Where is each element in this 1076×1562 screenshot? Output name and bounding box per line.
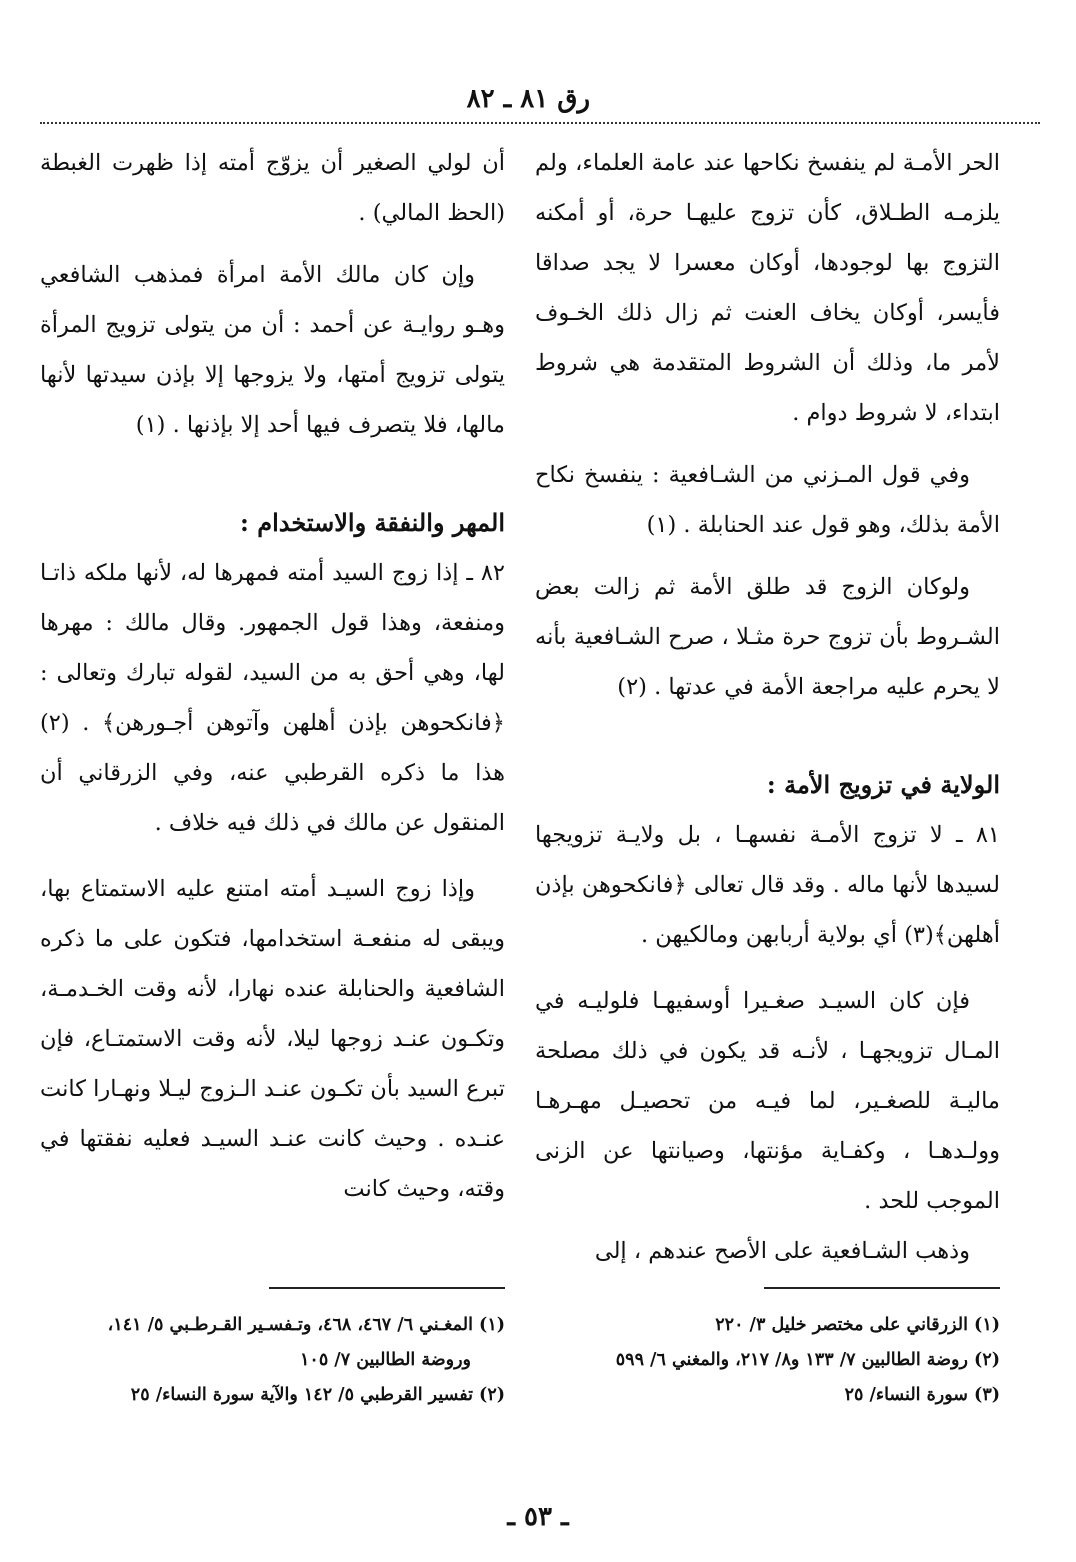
section-heading-dowry: المهر والنفقة والاستخدام : <box>240 508 505 537</box>
paragraph: ٨٢ ـ إذا زوج السيد أمته فمهرها له، لأنها ملكه ذاتـا ومنفعة، وهذا قول الجمهور. وقال مالك : مهرها لها، وهي أحق به من السيد، لقوله تبارك وتعالى : ﴿فانكحوهن بإذن أهلهن وآتوهن أجـورهن﴾ . (٢) هذا ما ذكره القرطبي عنه، وفي الزرقاني أن المنقول عن مالك في ذلك فيه خلاف . <box>40 560 505 836</box>
section-heading-guardianship: الولاية في تزويج الأمة : <box>766 770 1000 799</box>
footnote-separator-left <box>269 1287 505 1289</box>
footnote-separator-right <box>764 1287 1000 1289</box>
footnote: (٢) روضة الطالبين ٧/ ١٣٣ و٨/ ٢١٧، والمغني ٦/ ٥٩٩ <box>615 1350 1000 1370</box>
footnotes-left <box>40 1308 505 1413</box>
page-number: ـ ٥٣ ـ <box>507 1502 569 1532</box>
header-dotted-rule <box>40 122 1040 124</box>
footnote: (١) المغـني ٦/ ٤٦٧، ٤٦٨، وتـفسـير القـرطـبي ٥/ ١٤١، <box>107 1315 505 1335</box>
footnote: (٢) تفسير القرطبي ٥/ ١٤٢ والآية سورة النساء/ ٢٥ <box>130 1385 505 1405</box>
running-header <box>40 82 1040 122</box>
paragraph: وذهب الشـافعية على الأصح عندهم ، إلى <box>594 1238 970 1264</box>
paragraph: فإن كان السيـد صغـيرا أوسفيهـا فلوليـه في المـال تزويجهـا ، لأنـه قد يكون في ذلك مصلحة ماليـة للصغـير، لما فيـه من تحصيـل مهـرهـا وولـدهـا ، وكفـاية مؤنتها، وصيانتها عن الزنى الموجب للحد . <box>535 988 1000 1214</box>
paragraph: ٨١ ـ لا تزوج الأمـة نفسهـا ، بل ولايـة تزويجها لسيدها لأنها ماله . وقد قال تعالى ﴿فانكحوهن بإذن أهلهن﴾(٣) أي بولاية أربابهن ومالكيهن . <box>535 822 1000 948</box>
paragraph: الحر الأمـة لم ينفسخ نكاحها عند عامة العلماء، ولم يلزمـه الطـلاق، كأن تزوج عليهـا حرة، أو أمكنه التزوج بها لوجودها، أوكان معسرا لا يجد صداقا فأيسر، أوكان يخاف العنت ثم زال ذلك الخـوف لأمر ما، وذلك أن الشروط المتقدمة هي شروط ابتداء، لا شروط دوام . <box>535 150 1000 426</box>
paragraph: وإن كان مالك الأمة امرأة فمذهب الشافعي وهـو روايـة عن أحمد : أن من يتولى تزويج المرأة يتولى تزويج أمتها، ولا يزوجها إلا بإذن سيدتها لأنها مالها، فلا يتصرف فيها أحد إلا بإذنها . (١) <box>40 262 505 438</box>
paragraph: وإذا زوج السيـد أمته امتنع عليه الاستمتاع بها، ويبقى له منفعـة استخدامها، فتكون على ما ذكره الشافعية والحنابلة عنده نهارا، لأنه وقت الخـدمـة، وتكـون عنـد زوجها ليلا، لأنه وقت الاستمتـاع، فإن تبرع السيد بأن تكـون عنـد الـزوج ليـلا ونهـارا كانت عنـده . وحيث كانت عنـد السيـد فعليه نفقتها في وقته، وحيث كانت <box>40 876 505 1202</box>
header-title: رق ٨١ ـ ٨٢ <box>466 84 590 114</box>
paragraph: وفي قول المـزني من الشـافعية : ينفسخ نكاح الأمة بذلك، وهو قول عند الحنابلة . (١) <box>535 462 1000 538</box>
paragraph: أن لولي الصغير أن يزوّج أمته إذا ظهرت الغبطة (الحظ المالي) . <box>40 150 505 226</box>
left-column <box>40 138 505 1214</box>
paragraph: ولوكان الزوج قد طلق الأمة ثم زالت بعض الشـروط بأن تزوج حرة مثـلا ، صرح الشـافعية بأنه لا يحرم عليه مراجعة الأمة في عدتها . (٢) <box>535 574 1000 700</box>
right-column <box>535 138 1000 1276</box>
footnote: (١) الزرقاني على مختصر خليل ٣/ ٢٢٠ <box>715 1315 1000 1335</box>
footnote: (٣) سورة النساء/ ٢٥ <box>844 1385 1000 1405</box>
footnotes-right <box>535 1308 1000 1413</box>
footnote-continuation: وروضة الطالبين ٧/ ١٠٥ <box>300 1350 471 1370</box>
